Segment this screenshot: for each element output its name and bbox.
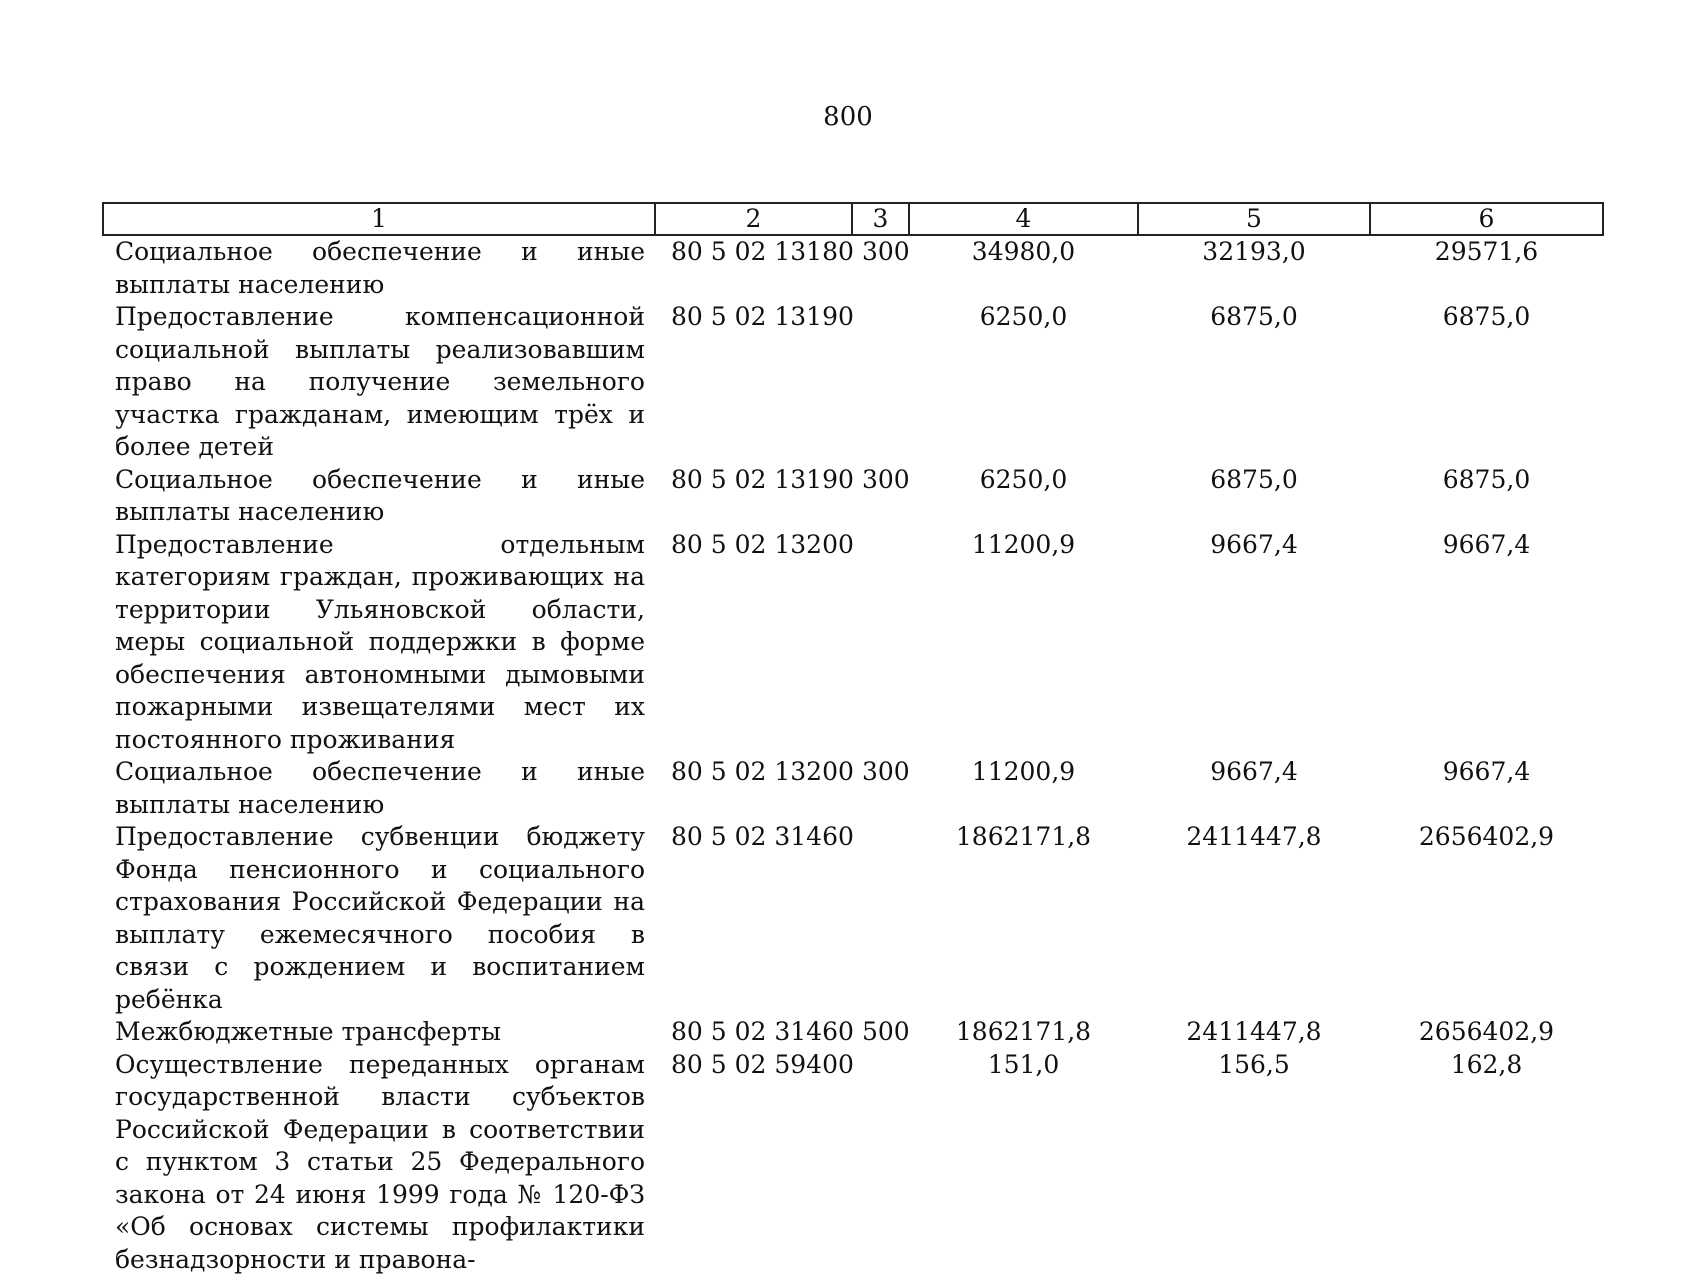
row-expense-type: 500 — [852, 1016, 909, 1049]
row-value-col6: 162,8 — [1370, 1049, 1603, 1276]
row-value-col4: 1862171,8 — [909, 1016, 1138, 1049]
row-name: Социальное обеспечение и иные выплаты населению — [103, 756, 655, 821]
row-name: Предоставление отдельным категориям граждан, проживающих на территории Ульяновской области, меры социальной поддержки в форме обеспечения автономными дымовыми пожарными извещателями мест их постоянного проживания — [103, 529, 655, 757]
column-header-2: 2 — [655, 203, 852, 235]
row-code: 80 5 02 59400 — [655, 1049, 852, 1276]
table-row — [103, 1049, 1603, 1276]
budget-table — [102, 202, 1604, 1276]
row-value-col5: 2411447,8 — [1138, 1016, 1370, 1049]
row-value-col4: 34980,0 — [909, 235, 1138, 301]
page-number: 800 — [0, 100, 1696, 134]
row-code: 80 5 02 13180 — [655, 235, 852, 301]
row-value-col5: 32193,0 — [1138, 235, 1370, 301]
row-expense-type — [852, 1049, 909, 1276]
row-value-col6: 2656402,9 — [1370, 1016, 1603, 1049]
table-row — [103, 1016, 1603, 1049]
table-row — [103, 301, 1603, 464]
row-name: Предоставление компенсационной социальной выплаты реализовавшим право на получение земельного участка гражданам, имеющим трёх и более детей — [103, 301, 655, 464]
row-value-col5: 9667,4 — [1138, 756, 1370, 821]
row-value-col4: 6250,0 — [909, 301, 1138, 464]
row-value-col4: 151,0 — [909, 1049, 1138, 1276]
row-expense-type: 300 — [852, 464, 909, 529]
table-row — [103, 464, 1603, 529]
row-expense-type — [852, 301, 909, 464]
row-code: 80 5 02 13200 — [655, 756, 852, 821]
row-value-col6: 9667,4 — [1370, 529, 1603, 757]
row-name: Осуществление переданных органам государственной власти субъектов Российской Федерации в соответствии с пунктом 3 статьи 25 Федерального закона от 24 июня 1999 года № 120-ФЗ «Об основах системы профилактики безнадзорности и правона- — [103, 1049, 655, 1276]
row-value-col4: 11200,9 — [909, 756, 1138, 821]
column-header-3: 3 — [852, 203, 909, 235]
column-number-row — [103, 203, 1603, 235]
row-code: 80 5 02 13190 — [655, 301, 852, 464]
row-name: Социальное обеспечение и иные выплаты населению — [103, 464, 655, 529]
row-code: 80 5 02 31460 — [655, 1016, 852, 1049]
row-name: Межбюджетные трансферты — [103, 1016, 655, 1049]
column-header-5: 5 — [1138, 203, 1370, 235]
table-row — [103, 756, 1603, 821]
table-row — [103, 821, 1603, 1016]
row-value-col5: 2411447,8 — [1138, 821, 1370, 1016]
row-expense-type — [852, 821, 909, 1016]
row-expense-type: 300 — [852, 756, 909, 821]
row-name: Предоставление субвенции бюджету Фонда пенсионного и социального страхования Российской Федерации на выплату ежемесячного пособия в связи с рождением и воспитанием ребёнка — [103, 821, 655, 1016]
row-expense-type: 300 — [852, 235, 909, 301]
row-value-col4: 11200,9 — [909, 529, 1138, 757]
row-value-col5: 6875,0 — [1138, 464, 1370, 529]
column-header-6: 6 — [1370, 203, 1603, 235]
row-value-col6: 6875,0 — [1370, 301, 1603, 464]
row-value-col6: 29571,6 — [1370, 235, 1603, 301]
table-row — [103, 235, 1603, 301]
row-value-col4: 1862171,8 — [909, 821, 1138, 1016]
row-value-col6: 2656402,9 — [1370, 821, 1603, 1016]
column-header-4: 4 — [909, 203, 1138, 235]
row-value-col5: 156,5 — [1138, 1049, 1370, 1276]
row-code: 80 5 02 13200 — [655, 529, 852, 757]
column-header-1: 1 — [103, 203, 655, 235]
row-value-col4: 6250,0 — [909, 464, 1138, 529]
row-code: 80 5 02 13190 — [655, 464, 852, 529]
row-value-col5: 9667,4 — [1138, 529, 1370, 757]
row-name: Социальное обеспечение и иные выплаты населению — [103, 235, 655, 301]
row-code: 80 5 02 31460 — [655, 821, 852, 1016]
row-value-col6: 9667,4 — [1370, 756, 1603, 821]
row-expense-type — [852, 529, 909, 757]
row-value-col5: 6875,0 — [1138, 301, 1370, 464]
row-value-col6: 6875,0 — [1370, 464, 1603, 529]
table-row — [103, 529, 1603, 757]
